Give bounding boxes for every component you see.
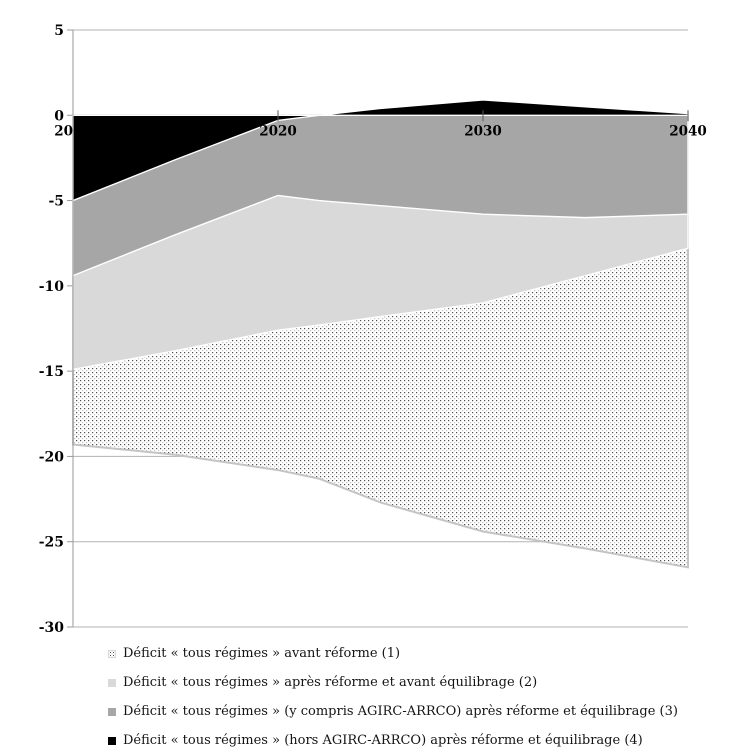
legend-label-3: Déficit « tous régimes » (y compris AGIRC-ARRCO) après réforme et équilibrage (3): [123, 704, 678, 719]
y-axis-label--25: -25: [38, 534, 64, 551]
chart-legend: [108, 646, 678, 748]
y-axis-label--30: -30: [38, 620, 64, 636]
legend-swatch-1-icon: [108, 650, 116, 658]
legend-swatch-4-icon: [108, 737, 116, 745]
x-axis-label-2010: 2010: [54, 123, 92, 140]
y-axis-label-0: 0: [54, 108, 64, 125]
legend-row-3: [108, 704, 678, 719]
y-axis-label--10: -10: [38, 278, 64, 295]
x-axis-label-2040: 2040: [669, 123, 707, 140]
legend-row-4: [108, 733, 678, 748]
legend-swatch-2-icon: [108, 679, 116, 687]
y-axis-label--20: -20: [38, 449, 64, 466]
legend-label-2: Déficit « tous régimes » après réforme et avant équilibrage (2): [123, 675, 538, 690]
y-axis-label-5: 5: [54, 23, 64, 39]
legend-row-2: [108, 675, 678, 690]
legend-row-1: [108, 646, 678, 661]
x-axis-label-2020: 2020: [259, 123, 297, 140]
x-axis-label-2030: 2030: [464, 123, 502, 140]
y-axis-label--5: -5: [48, 193, 64, 210]
legend-swatch-3-icon: [108, 708, 116, 716]
legend-label-4: Déficit « tous régimes » (hors AGIRC-ARRCO) après réforme et équilibrage (4): [123, 733, 643, 748]
legend-label-1: Déficit « tous régimes » avant réforme (1): [123, 646, 401, 661]
y-axis-label--15: -15: [38, 364, 64, 381]
